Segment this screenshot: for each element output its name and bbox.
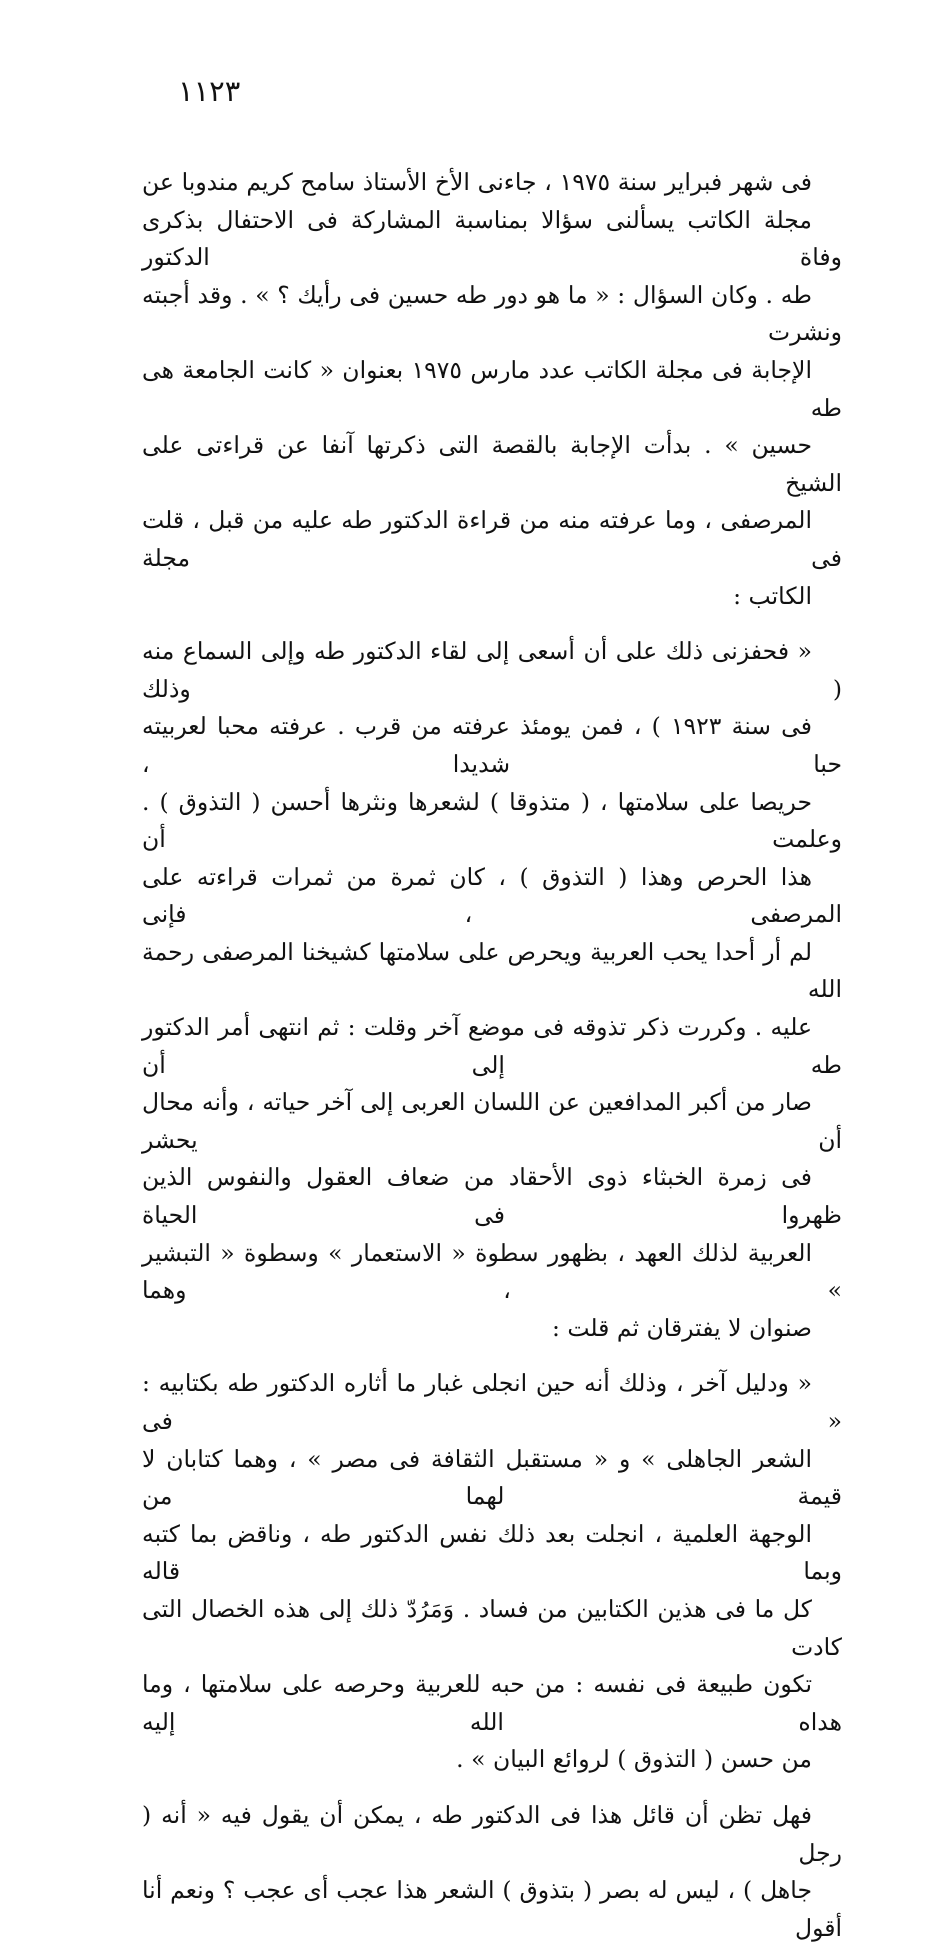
text-line: فى شهر فبراير سنة ١٩٧٥ ، جاءنى الأخ الأستاذ سامح كريم مندوبا عن [142, 168, 812, 196]
text-line: كل ما فى هذين الكتابين من فساد . وَمَرُدّ ذلك إلى هذه الخصال التى كادت [142, 1594, 842, 1661]
text-line: لم أر أحدا يحب العربية ويحرص على سلامتها كشيخنا المرصفى رحمة الله [142, 937, 842, 1004]
text-line: الشعر الجاهلى » و « مستقبل الثقافة فى مصر » ، وهما كتابان لا قيمة لهما من [142, 1444, 842, 1511]
text-line: مجلة الكاتب يسألنى سؤالا بمناسبة المشاركة فى الاحتفال بذكرى وفاة الدكتور [142, 205, 842, 272]
body-text [142, 164, 842, 1947]
text-line: الكاتب : [733, 581, 812, 610]
text-line: « فحفزنى ذلك على أن أسعى إلى لقاء الدكتور طه وإلى السماع منه ( وذلك [142, 637, 842, 703]
text-line: فى زمرة الخبثاء ذوى الأحقاد من ضعاف العقول والنفوس الذين ظهروا فى الحياة [142, 1163, 842, 1230]
text-line: حسين » . بدأت الإجابة بالقصة التى ذكرتها آنفا عن قراءتى على الشيخ [142, 431, 842, 497]
paragraph [142, 1365, 842, 1779]
text-line: تكون طبيعة فى نفسه : من حبه للعربية وحرصه على سلامتها ، وما هداه الله إليه [142, 1670, 842, 1736]
text-line: هذا الحرص وهذا ( التذوق ) ، كان ثمرة من ثمرات قراءته على المرصفى ، فإنى [142, 862, 842, 929]
page-number: ١١٢٣ [178, 74, 241, 108]
text-line: المرصفى ، وما عرفته منه من قراءة الدكتور طه عليه من قبل ، قلت فى مجلة [142, 506, 842, 572]
text-line: الإجابة فى مجلة الكاتب عدد مارس ١٩٧٥ بعنوان « كانت الجامعة هى طه [142, 355, 842, 422]
text-line: فهل تظن أن قائل هذا فى الدكتور طه ، يمكن أن يقول فيه « أنه ( رجل [142, 1800, 842, 1867]
text-line: « ودليل آخر ، وذلك أنه حين انجلى غبار ما أثاره الدكتور طه بكتابيه : « فى [142, 1369, 842, 1435]
paragraph [142, 633, 842, 1347]
paragraph [142, 164, 842, 615]
text-line: العربية لذلك العهد ، بظهور سطوة « الاستعمار » وسطوة « التبشير » ، وهما [142, 1238, 842, 1305]
text-line: صار من أكبر المدافعين عن اللسان العربى إلى آخر حياته ، وأنه محال أن يحشر [142, 1088, 842, 1154]
text-line: حريصا على سلامتها ، ( متذوقا ) لشعرها ونثرها أحسن ( التذوق ) . وعلمت أن [142, 787, 842, 854]
text-line: عليه . وكررت ذكر تذوقه فى موضع آخر وقلت : ثم انتهى أمر الدكتور طه إلى أن [142, 1013, 842, 1079]
text-line: من حسن ( التذوق ) لروائع البيان » . [456, 1745, 812, 1774]
text-line: طه . وكان السؤال : « ما هو دور طه حسين فى رأيك ؟ » . وقد أجبته ونشرت [142, 280, 842, 347]
text-line: فى سنة ١٩٢٣ ) ، فمن يومئذ عرفته من قرب . عرفته محبا لعربيته حبا شديدا ، [142, 712, 842, 778]
paragraph [142, 1797, 842, 1947]
text-line: جاهل ) ، ليس له بصر ( بتذوق ) الشعر هذا عجب أى عجب ؟ ونعم أنا أقول [142, 1876, 842, 1942]
text-line: صنوان لا يفترقان ثم قلت : [551, 1313, 812, 1342]
text-line: الوجهة العلمية ، انجلت بعد ذلك نفس الدكتور طه ، وناقض بما كتبه وبما قاله [142, 1519, 842, 1586]
